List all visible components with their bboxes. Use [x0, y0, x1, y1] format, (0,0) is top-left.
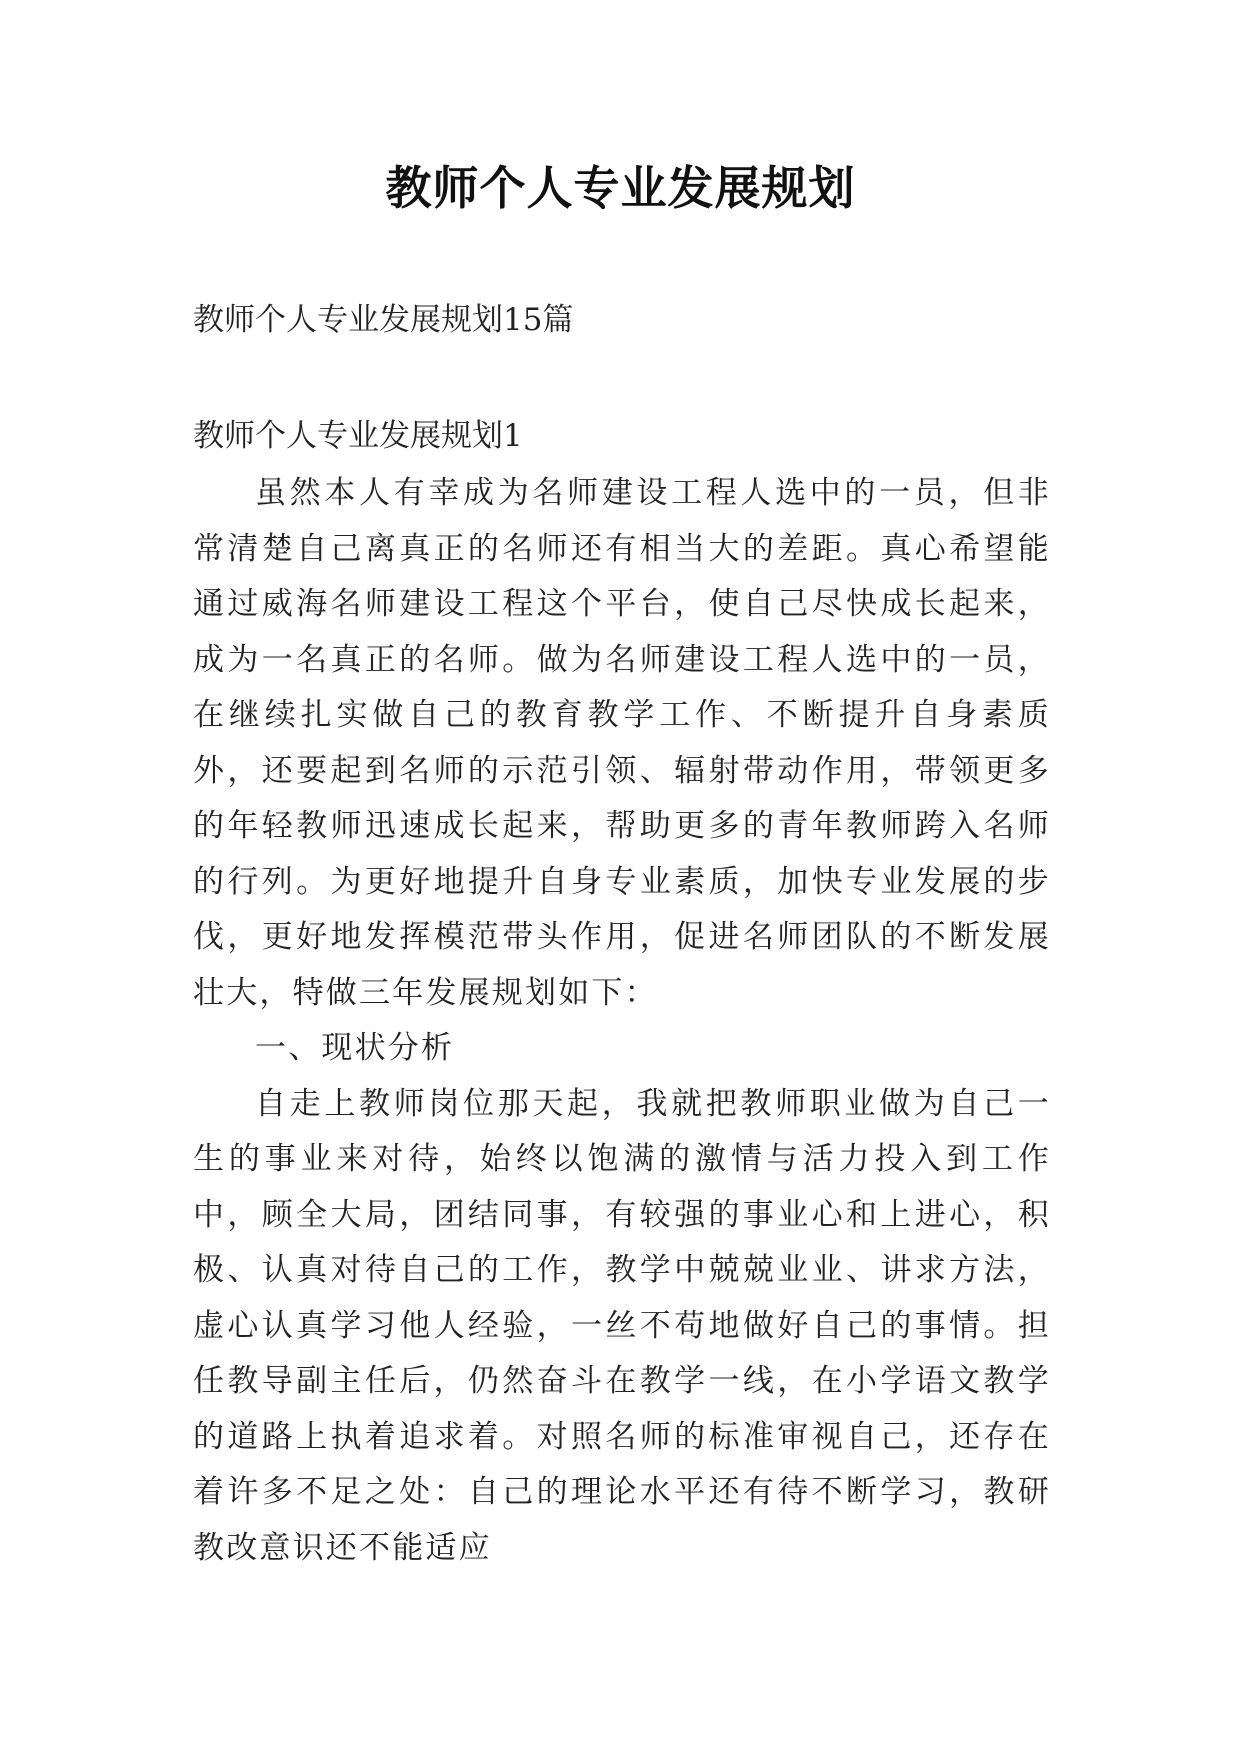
paragraph-heading-status-analysis: 一、现状分析	[255, 1030, 455, 1066]
section-heading: 教师个人专业发展规划1	[193, 418, 523, 454]
paragraph-intro: 虽然本人有幸成为名师建设工程人选中的一员，但非常清楚自己离真正的名师还有相当大的差距。真心希望能通过威海名师建设工程这个平台，使自己尽快成长起来，成为一名真正的名师。做为名师建设工程人选中的一员，在继续扎实做自己的教育教学工作、不断提升自身素质外，还要起到名师的示范引领、辐射带动作用，带领更多的年轻教师迅速成长起来，帮助更多的青年教师跨入名师的行列。为更好地提升自身专业素质，加快专业发展的步伐，更好地发挥模范带头作用，促进名师团队的不断发展壮大，特做三年发展规划如下：	[193, 475, 1051, 1011]
document-title: 教师个人专业发展规划	[385, 161, 856, 215]
document-subtitle: 教师个人专业发展规划15篇	[193, 302, 574, 338]
body-text	[193, 466, 1051, 1576]
paragraph-status-analysis: 自走上教师岗位那天起，我就把教师职业做为自己一生的事业来对待，始终以饱满的激情与活力投入到工作中，顾全大局，团结同事，有较强的事业心和上进心，积极、认真对待自己的工作，教学中兢兢业业、讲求方法，虚心认真学习他人经验，一丝不苟地做好自己的事情。担任教导副主任后，仍然奋斗在教学一线，在小学语文教学的道路上执着追求着。对照名师的标准审视自己，还存在着许多不足之处：自己的理论水平还有待不断学习，教研教改意识还不能适应	[193, 1085, 1051, 1566]
